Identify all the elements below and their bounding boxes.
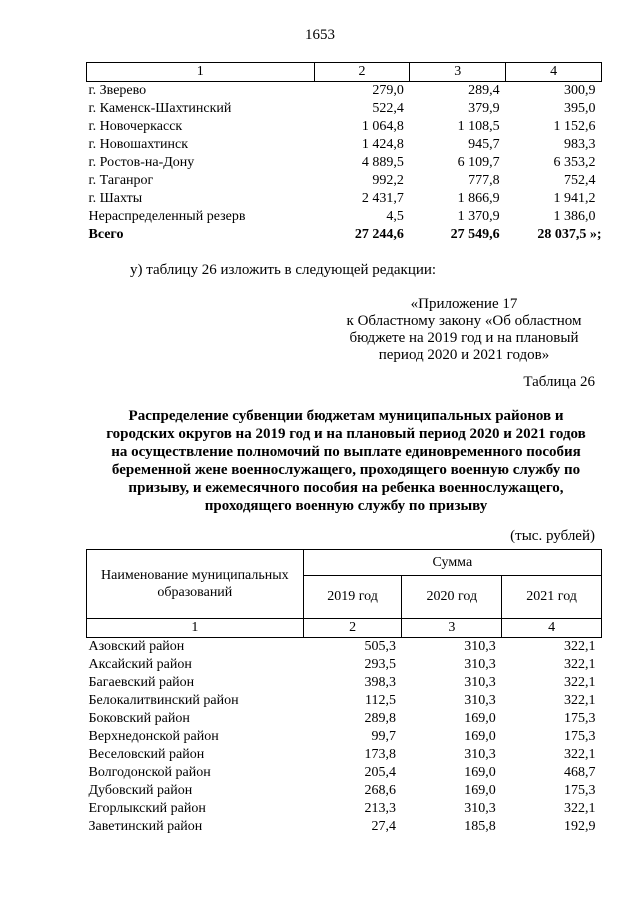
- municipality-name: Белокалитвинский район: [88, 693, 239, 708]
- value-2021: 1 152,6: [553, 119, 596, 134]
- total-row: [87, 226, 602, 244]
- table-row: [87, 710, 602, 728]
- column-number: 2: [314, 63, 410, 82]
- value-2020: 1 108,5: [457, 119, 500, 134]
- value-2020: 185,8: [464, 819, 496, 834]
- column-numbers-row: [87, 619, 602, 638]
- value-2021: 395,0: [564, 101, 596, 116]
- table-row: [87, 638, 602, 657]
- appendix-line: бюджете на 2019 год и на плановый: [349, 330, 579, 346]
- value-2019: 398,3: [364, 675, 396, 690]
- title-line: Распределение субвенции бюджетам муниципальных районов и: [128, 408, 564, 424]
- value-2019: 279,0: [372, 83, 404, 98]
- value-2021: 983,3: [564, 137, 596, 152]
- value-2019: 99,7: [371, 729, 396, 744]
- value-2020: 1 866,9: [457, 191, 500, 206]
- value-2019: 205,4: [364, 765, 396, 780]
- value-2021: 175,3: [564, 729, 596, 744]
- value-2021: 322,1: [564, 675, 596, 690]
- value-2021: 175,3: [564, 711, 596, 726]
- table-row: [87, 674, 602, 692]
- value-2020: 777,8: [468, 173, 500, 188]
- municipality-name: Багаевский район: [88, 675, 195, 690]
- table-row: [87, 746, 602, 764]
- column-number: 4: [502, 619, 602, 638]
- page-number: 1653: [305, 27, 335, 43]
- table-row: [87, 818, 602, 836]
- year-header: 2019 год: [303, 576, 402, 619]
- table-row: [87, 800, 602, 818]
- municipality-name: Веселовский район: [88, 747, 205, 762]
- municipality-name: Заветинский район: [88, 819, 203, 834]
- value-2019: 27,4: [371, 819, 396, 834]
- table-row: [87, 728, 602, 746]
- value-2021: 322,1: [564, 747, 596, 762]
- value-2021: 1 941,2: [553, 191, 596, 206]
- value-2021: 322,1: [564, 693, 596, 708]
- municipality-name: Боковский район: [88, 711, 190, 726]
- value-2019: 289,8: [364, 711, 396, 726]
- title-line: городских округов на 2019 год и на плановый период 2020 и 2021 годов: [106, 426, 586, 442]
- municipality-name: г. Шахты: [88, 191, 143, 206]
- value-2020: 169,0: [464, 783, 496, 798]
- value-2019: 522,4: [372, 101, 404, 116]
- table-row: [87, 154, 602, 172]
- table-row: [87, 208, 602, 226]
- value-2020: 169,0: [464, 711, 496, 726]
- column-number: 1: [87, 63, 315, 82]
- column-number: 3: [402, 619, 502, 638]
- value-2021: 322,1: [564, 801, 596, 816]
- appendix-line: «Приложение 17: [410, 296, 518, 312]
- value-2019: 268,6: [364, 783, 396, 798]
- value-2019: 293,5: [364, 657, 396, 672]
- table-row: [87, 136, 602, 154]
- value-2021: 1 386,0: [553, 209, 596, 224]
- value-2019: 213,3: [364, 801, 396, 816]
- title-line: призыву, и ежемесячного пособия на ребенка военнослужащего,: [128, 480, 564, 496]
- table-row: [87, 172, 602, 190]
- units-label: (тыс. рублей): [510, 528, 595, 544]
- value-2020: 1 370,9: [457, 209, 500, 224]
- municipality-name: г. Зверево: [88, 83, 147, 98]
- municipality-name: Аксайский район: [88, 657, 192, 672]
- table-row: [87, 82, 602, 101]
- value-2020: 310,3: [464, 747, 496, 762]
- value-2020: 379,9: [468, 101, 500, 116]
- table-row: [87, 764, 602, 782]
- table-25-continuation: [86, 62, 602, 244]
- value-2019: 4,5: [386, 209, 404, 224]
- column-number: 1: [87, 619, 304, 638]
- municipality-name: г. Ростов-на-Дону: [88, 155, 195, 170]
- value-2020: 945,7: [468, 137, 500, 152]
- table-26: [86, 549, 602, 836]
- municipality-name: г. Каменск-Шахтинский: [88, 101, 232, 116]
- value-2021: 468,7: [564, 765, 596, 780]
- value-2020: 310,3: [464, 639, 496, 654]
- value-2020: 169,0: [464, 765, 496, 780]
- value-2020: 169,0: [464, 729, 496, 744]
- value-2020: 310,3: [464, 675, 496, 690]
- column-number: 3: [410, 63, 506, 82]
- year-header: 2021 год: [502, 576, 602, 619]
- value-2019: 4 889,5: [361, 155, 404, 170]
- value-2021: 300,9: [564, 83, 596, 98]
- column-number: 2: [303, 619, 402, 638]
- table-header-row: [87, 63, 602, 82]
- value-2020: 310,3: [464, 801, 496, 816]
- value-2021: 175,3: [564, 783, 596, 798]
- title-line: проходящего военную службу по призыву: [204, 498, 488, 514]
- municipality-name: Дубовский район: [88, 783, 193, 798]
- value-2019: 505,3: [364, 639, 396, 654]
- year-header: 2020 год: [402, 576, 502, 619]
- value-2021: 6 353,2: [553, 155, 596, 170]
- table-row: [87, 190, 602, 208]
- value-2019: 173,8: [364, 747, 396, 762]
- value-2019: 112,5: [364, 693, 396, 708]
- title-line: беременной жене военнослужащего, проходящего военную службу по: [111, 462, 581, 478]
- value-2020: 6 109,7: [457, 155, 500, 170]
- value-2019: 1 064,8: [361, 119, 404, 134]
- total-2021: 28 037,5 »;: [537, 227, 602, 242]
- value-2021: 322,1: [564, 639, 596, 654]
- total-label: Всего: [88, 227, 124, 242]
- amendment-instruction: у) таблицу 26 изложить в следующей редакции:: [130, 262, 437, 278]
- table-row: [87, 100, 602, 118]
- total-2019: 27 244,6: [354, 227, 404, 242]
- table-row: [87, 782, 602, 800]
- table-title: [86, 407, 606, 515]
- total-2020: 27 549,6: [450, 227, 500, 242]
- appendix-reference: [330, 296, 598, 364]
- table-label: Таблица 26: [523, 374, 595, 390]
- value-2020: 310,3: [464, 657, 496, 672]
- value-2021: 752,4: [564, 173, 596, 188]
- table-row: [87, 692, 602, 710]
- sum-header: Сумма: [303, 550, 601, 576]
- municipality-name: г. Новочеркасск: [88, 119, 183, 134]
- header-row-sum: [87, 550, 602, 576]
- appendix-line: период 2020 и 2021 годов»: [378, 347, 550, 363]
- appendix-line: к Областному закону «Об областном: [346, 313, 582, 329]
- municipality-name: Верхнедонской район: [88, 729, 219, 744]
- title-line: на осуществление полномочий по выплате единовременного пособия: [111, 444, 581, 460]
- value-2021: 322,1: [564, 657, 596, 672]
- value-2019: 2 431,7: [361, 191, 404, 206]
- table-row: [87, 118, 602, 136]
- value-2019: 1 424,8: [361, 137, 404, 152]
- table-row: [87, 656, 602, 674]
- value-2020: 289,4: [468, 83, 500, 98]
- municipality-name: Нераспределенный резерв: [88, 209, 246, 224]
- municipality-name: Азовский район: [88, 639, 185, 654]
- name-column-header: Наименование муниципальных образований: [87, 550, 304, 619]
- value-2020: 310,3: [464, 693, 496, 708]
- municipality-name: г. Таганрог: [88, 173, 154, 188]
- municipality-name: г. Новошахтинск: [88, 137, 189, 152]
- value-2021: 192,9: [564, 819, 596, 834]
- column-number: 4: [506, 63, 602, 82]
- municipality-name: Волгодонской район: [88, 765, 211, 780]
- value-2019: 992,2: [372, 173, 404, 188]
- municipality-name: Егорлыкский район: [88, 801, 206, 816]
